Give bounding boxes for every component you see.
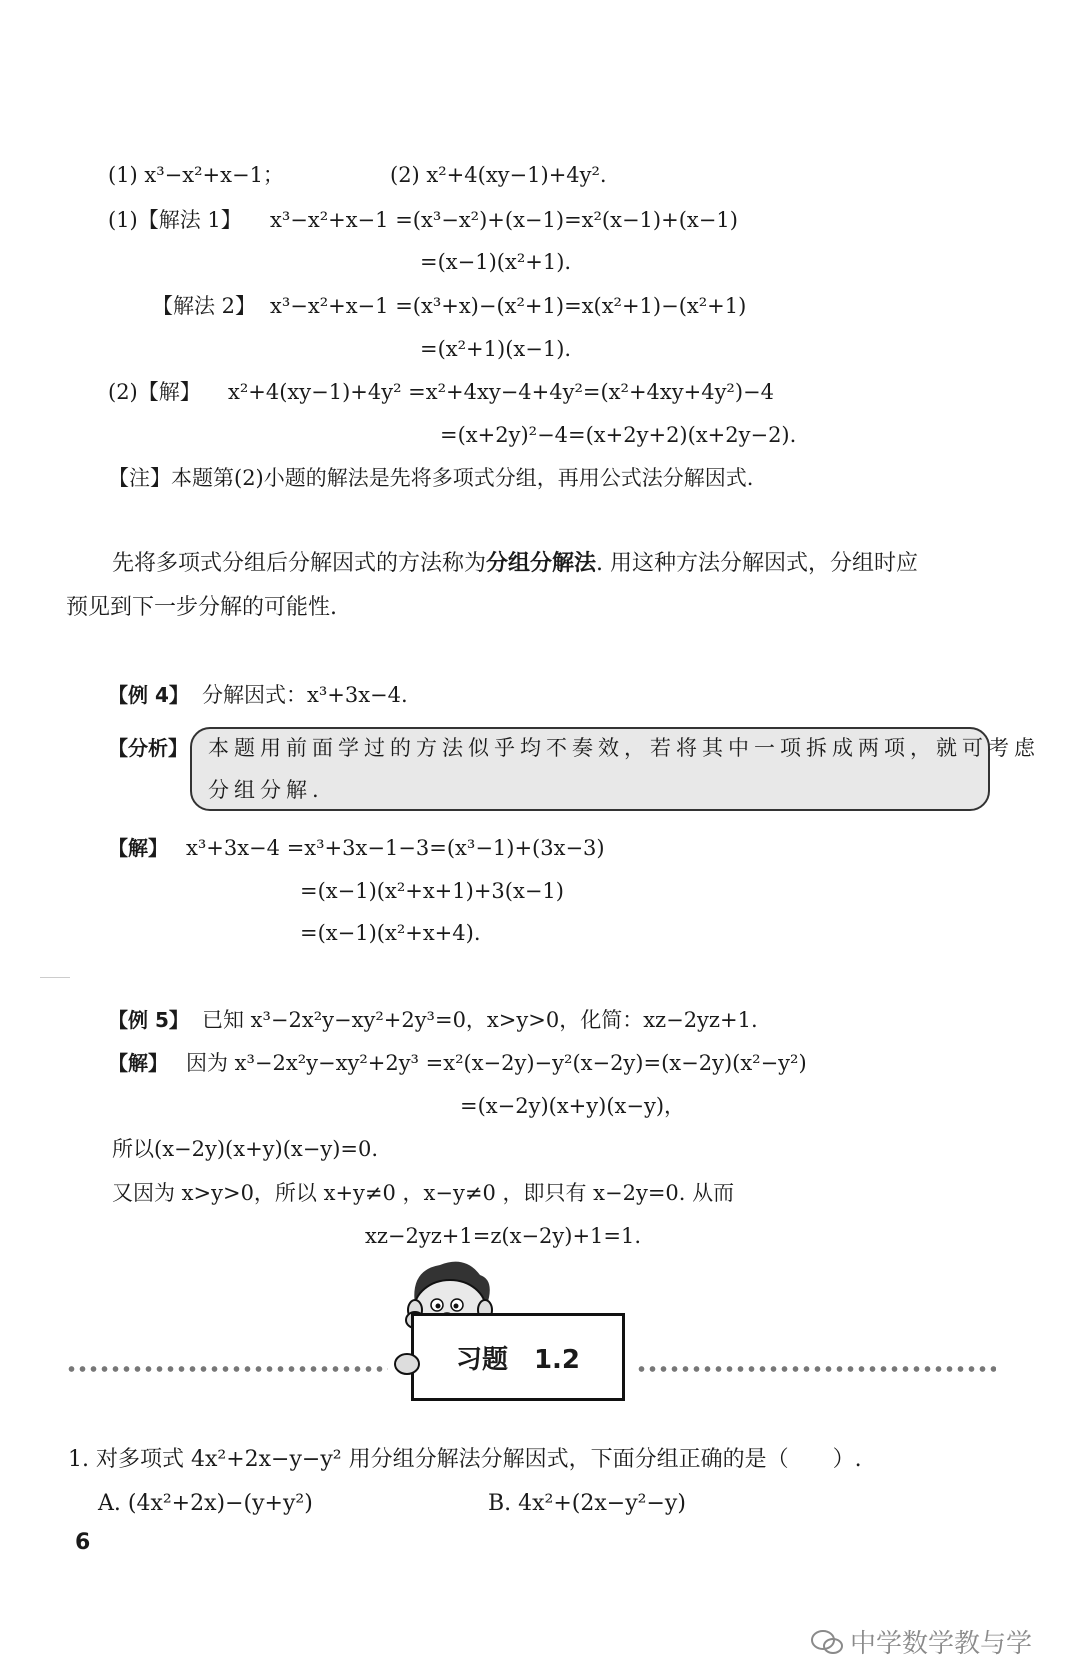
ex5-sol1: 因为 x³−2x²y−xy²+2y³ =x²(x−2y)−y²(x−2y)=(x−2y)(x²−y²) — [186, 1051, 807, 1075]
sol1-line2: =(x−1)(x²+1). — [420, 250, 572, 274]
ex5-text: 已知 x³−2x²y−xy²+2y³=0，x>y>0，化简：xz−2yz+1. — [202, 1008, 758, 1032]
ex4-sol3: =(x−1)(x²+x+4). — [300, 921, 481, 945]
faint-mark — [40, 977, 70, 978]
question-1: 1. 对多项式 4x²+2x−y−y² 用分组分解法分解因式，下面分组正确的是（ ）. — [68, 1447, 862, 1472]
ex5-sol2: =(x−2y)(x+y)(x−y)， — [460, 1094, 686, 1118]
sol1-label2: 【解法 2】 — [152, 294, 257, 318]
pointing-hand-icon — [392, 1350, 422, 1378]
dotted-rule-left — [66, 1365, 388, 1373]
exercise-title: 习题 1.2 — [455, 1344, 581, 1375]
sol1-line1: x³−x²+x−1 =(x³−x²)+(x−1)=x²(x−1)+(x−1) — [270, 208, 738, 232]
analysis-line2: 分组分解. — [208, 778, 324, 802]
ex4-sol1: x³+3x−4 =x³+3x−1−3=(x³−1)+(3x−3) — [186, 836, 605, 860]
ex4-analysis-label: 【分析】 — [108, 736, 188, 760]
ex4-sol-label: 【解】 — [108, 836, 168, 860]
para-line2: 预见到下一步分解的可能性. — [66, 595, 337, 620]
watermark — [810, 1623, 1032, 1660]
para-pre: 先将多项式分组后分解因式的方法称为 — [112, 551, 487, 576]
method-paragraph — [112, 549, 918, 579]
dotted-rule-right — [636, 1365, 996, 1373]
sol2-line1: x²+4(xy−1)+4y² =x²+4xy−4+4y²=(x²+4xy+4y²)−4 — [228, 380, 774, 404]
para-post: . 用这种方法分解因式，分组时应 — [596, 551, 919, 576]
option-b: B. 4x²+(2x−y²−y) — [488, 1491, 686, 1516]
ex5-line3: 所以(x−2y)(x+y)(x−y)=0. — [112, 1137, 379, 1161]
sol2-label: (2)【解】 — [108, 380, 201, 404]
para-bold-term: 分组分解法 — [486, 551, 597, 576]
sol2-line2: =(x+2y)²−4=(x+2y+2)(x+2y−2). — [440, 423, 797, 447]
ex4-sol2: =(x−1)(x²+x+1)+3(x−1) — [300, 879, 564, 903]
problem-part1: (1) x³−x²+x−1； — [108, 163, 284, 187]
exercise-title-box — [411, 1313, 625, 1401]
sol1-line3: x³−x²+x−1 =(x³+x)−(x²+1)=x(x²+1)−(x²+1) — [270, 294, 747, 318]
ex5-line4: 又因为 x>y>0，所以 x+y≠0 ，x−y≠0 ，即只有 x−2y=0. 从而 — [112, 1181, 735, 1205]
ex4-text: 分解因式：x³+3x−4. — [202, 683, 408, 707]
problem-part2: (2) x²+4(xy−1)+4y². — [390, 163, 607, 187]
ex5-sol-label: 【解】 — [108, 1051, 168, 1075]
wechat-icon — [810, 1628, 844, 1656]
ex5-line5: xz−2yz+1=z(x−2y)+1=1. — [365, 1224, 642, 1248]
ex4-label: 【例 4】 — [108, 683, 189, 707]
page-number: 6 — [75, 1530, 91, 1555]
note: 【注】本题第(2)小题的解法是先将多项式分组，再用公式法分解因式. — [108, 466, 754, 490]
watermark-text: 中学数学教与学 — [850, 1629, 1033, 1659]
analysis-line1: 本题用前面学过的方法似乎均不奏效，若将其中一项拆成两项，就可考虑 — [208, 736, 1040, 760]
ex5-label: 【例 5】 — [108, 1008, 189, 1032]
option-a: A. (4x²+2x)−(y+y²) — [98, 1491, 313, 1516]
sol1-label1: (1)【解法 1】 — [108, 208, 242, 232]
sol1-line4: =(x²+1)(x−1). — [420, 337, 572, 361]
